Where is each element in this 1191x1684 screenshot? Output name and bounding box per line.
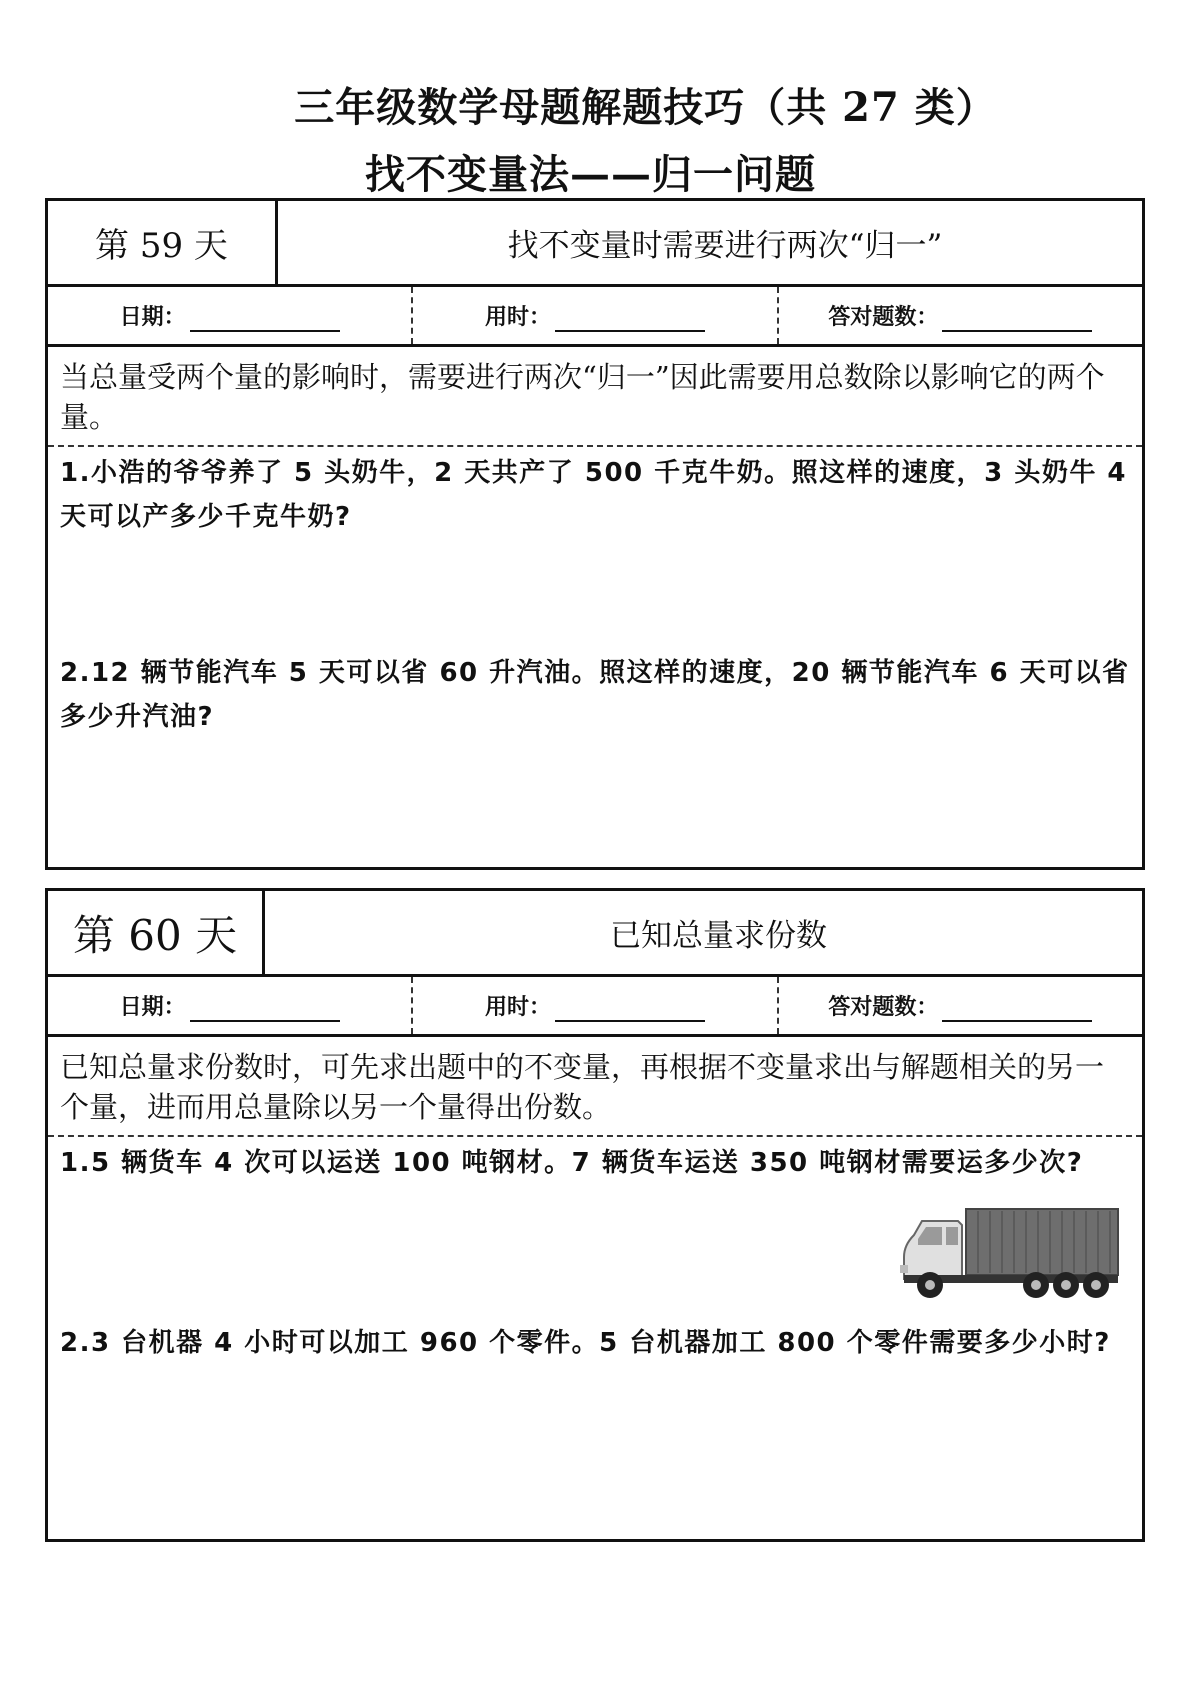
topic-label: 找不变量时需要进行两次“归一” <box>507 228 943 264</box>
truck-icon <box>896 1205 1124 1301</box>
intro-text: 已知总量求份数时，可先求出题中的不变量，再根据不变量求出与解题相关的另一个量，进而用总量除以另一个量得出份数。 <box>48 1037 1142 1137</box>
card-header <box>48 201 1142 287</box>
date-blank[interactable] <box>190 998 340 1022</box>
date-field <box>48 977 413 1034</box>
time-label: 用时： <box>484 995 551 1020</box>
date-field <box>48 287 413 344</box>
topic-label: 已知总量求份数 <box>610 918 827 954</box>
time-label: 用时： <box>484 305 551 330</box>
correct-count-field <box>779 977 1142 1034</box>
correct-count-label: 答对题数： <box>828 995 939 1020</box>
day-label: 第 60 天 <box>48 891 265 974</box>
question-text: 1.5 辆货车 4 次可以运送 100 吨钢材。7 辆货车运送 350 吨钢材需要运多少次? <box>60 1148 1084 1178</box>
time-field <box>413 287 778 344</box>
correct-count-blank[interactable] <box>942 998 1092 1022</box>
day-label: 第 59 天 <box>48 201 278 284</box>
question <box>48 1141 1142 1321</box>
date-label: 日期： <box>119 305 186 330</box>
time-blank[interactable] <box>555 308 705 332</box>
date-label: 日期： <box>119 995 186 1020</box>
correct-count-field <box>779 287 1142 344</box>
card-header <box>48 891 1142 977</box>
meta-row <box>48 977 1142 1037</box>
time-blank[interactable] <box>555 998 705 1022</box>
question: 2.12 辆节能汽车 5 天可以省 60 升汽油。照这样的速度，20 辆节能汽车 6 天可以省多少升汽油? <box>60 658 1130 732</box>
intro-text: 当总量受两个量的影响时，需要进行两次“归一”因此需要用总数除以影响它的两个量。 <box>48 347 1142 447</box>
question: 2.3 台机器 4 小时可以加工 960 个零件。5 台机器加工 800 个零件需要多少小时? <box>60 1328 1111 1358</box>
question: 1.小浩的爷爷养了 5 头奶牛，2 天共产了 500 千克牛奶。照这样的速度，3 头奶牛 4 天可以产多少千克牛奶? <box>60 458 1127 532</box>
correct-count-label: 答对题数： <box>828 305 939 330</box>
meta-row <box>48 287 1142 347</box>
time-field <box>413 977 778 1034</box>
page-title: 三年级数学母题解题技巧（共 27 类） <box>294 84 997 131</box>
day-card-60 <box>45 888 1145 1542</box>
day-card-59 <box>45 198 1145 870</box>
correct-count-blank[interactable] <box>942 308 1092 332</box>
date-blank[interactable] <box>190 308 340 332</box>
page-subtitle: 找不变量法——归一问题 <box>365 151 816 198</box>
